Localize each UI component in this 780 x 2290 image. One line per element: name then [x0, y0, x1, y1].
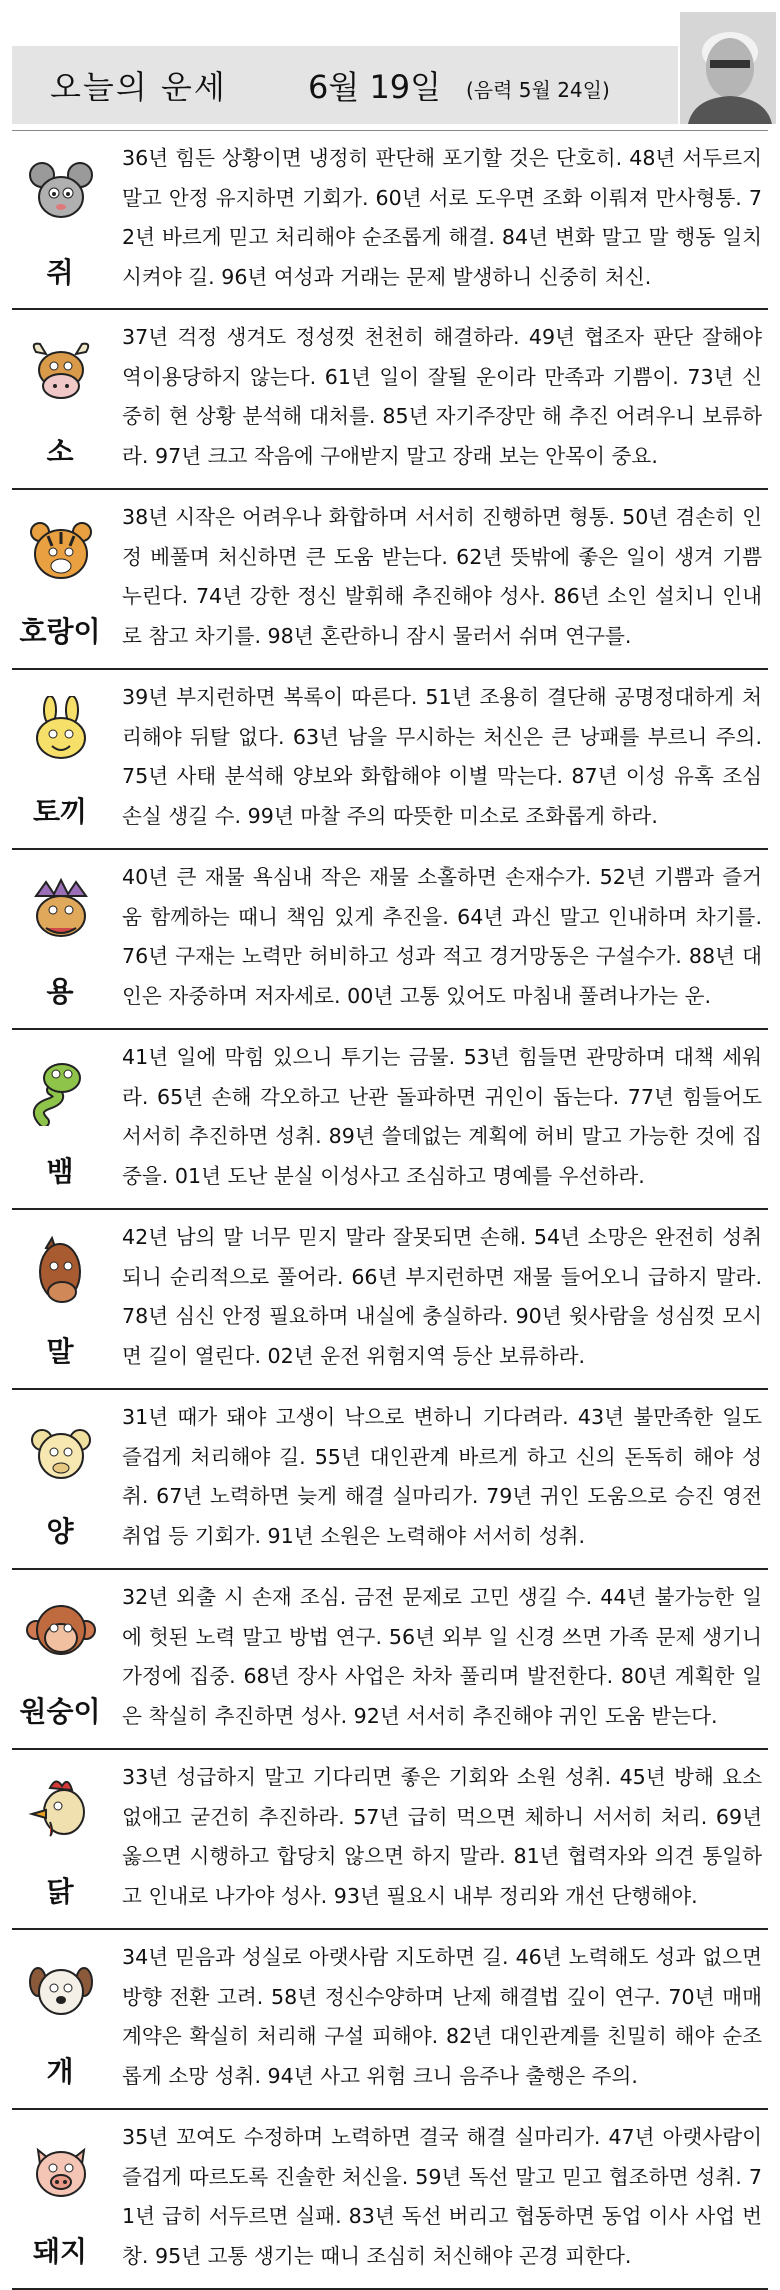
animal-name: 뱀 — [46, 1155, 74, 1188]
monkey-icon — [26, 1596, 96, 1666]
fortune-row-tiger — [12, 490, 768, 670]
fortune-row-sheep — [12, 1390, 768, 1570]
fortune-text: 32년 외출 시 손재 조심. 금전 문제로 고민 생길 수. 44년 불가능한 일에 헛된 노력 말고 방법 연구. 56년 외부 일 신경 쓰면 가족 문제 생기니 가정에 집중. 68년 장사 사업은 차차 풀리며 발전한다. 80년 계획한 일은 착실히 추진하면 성사. 92년 서서히 추진해야 귀인 도움 받는다. — [122, 1585, 762, 1728]
animal-cell — [12, 1750, 108, 1928]
author-photo — [680, 12, 776, 124]
animal-cell — [12, 670, 108, 848]
animal-cell — [12, 490, 108, 668]
animal-name: 소 — [46, 435, 74, 468]
fortune-text: 36년 힘든 상황이면 냉정히 판단해 포기할 것은 단호히. 48년 서두르지 말고 안정 유지하면 기회가. 60년 서로 도우면 조화 이뤄져 만사형통. 72년 바르게 믿고 처리해야 순조롭게 해결. 84년 변화 말고 말 행동 일치시켜야 길. 96년 여성과 거래는 문제 발생하니 신중히 처신. — [122, 146, 762, 289]
fortune-text: 42년 남의 말 너무 믿지 말라 잘못되면 손해. 54년 소망은 완전히 성취되니 순리적으로 풀어라. 66년 부지런하면 재물 들어오니 급하지 말라. 78년 심신 안정 필요하며 내실에 충실하라. 90년 윗사람을 성심껏 모시면 길이 열린다. 02년 운전 위험지역 등산 보류하라. — [122, 1225, 762, 1368]
animal-name: 쥐 — [46, 256, 74, 289]
animal-name: 닭 — [46, 1875, 74, 1908]
fortune-text: 34년 믿음과 성실로 아랫사람 지도하면 길. 46년 노력해도 성과 없으면 방향 전환 고려. 58년 정신수양하며 난제 해결법 깊이 연구. 70년 매매 계약은 확실히 처리해 구설 피해야. 82년 대인관계를 친밀히 해야 순조롭게 소망 성취. 94년 사고 위험 크니 음주나 출행은 주의. — [122, 1945, 762, 2088]
fortune-row-rabbit — [12, 670, 768, 850]
animal-cell — [12, 1930, 108, 2108]
horse-icon — [26, 1236, 96, 1306]
animal-name: 토끼 — [32, 795, 88, 828]
dragon-icon — [26, 876, 96, 946]
fortune-text: 41년 일에 막힘 있으니 투기는 금물. 53년 힘들면 관망하며 대책 세워라. 65년 손해 각오하고 난관 돌파하면 귀인이 돕는다. 77년 힘들어도 서서히 추진하면 성취. 89년 쓸데없는 계획에 허비 말고 가능한 것에 집중을. 01년 도난 분실 이성사고 조심하고 명예를 우선하라. — [122, 1045, 762, 1188]
animal-name: 말 — [46, 1335, 74, 1368]
animal-cell — [12, 131, 108, 308]
sheep-icon — [26, 1416, 96, 1486]
snake-icon — [26, 1056, 96, 1126]
lunar-date-label: (음력 5월 24일) — [466, 78, 610, 102]
fortune-text: 31년 때가 돼야 고생이 낙으로 변하니 기다려라. 43년 불만족한 일도 즐겁게 처리해야 길. 55년 대인관계 바르게 하고 신의 돈독히 해야 성취. 67년 노력하면 늦게 해결 실마리가. 79년 귀인 도움으로 승진 영전 취업 등 기회가. 91년 소원은 노력해야 서서히 성취. — [122, 1405, 762, 1548]
page-title: 오늘의 운세 — [50, 68, 227, 106]
animal-cell — [12, 2110, 108, 2288]
fortune-row-ox — [12, 310, 768, 490]
fortune-text: 37년 걱정 생겨도 정성껏 천천히 해결하라. 49년 협조자 판단 잘해야 역이용당하지 않는다. 61년 일이 잘될 운이라 만족과 기쁨이. 73년 신중히 현 상황 분석해 대처를. 85년 자기주장만 해 추진 어려우니 보류하라. 97년 크고 작음에 구애받지 말고 장래 보는 안목이 중요. — [122, 325, 762, 468]
animal-cell — [12, 1390, 108, 1568]
date-label: 6월 19일 — [308, 68, 442, 106]
animal-name: 호랑이 — [19, 615, 101, 648]
fortune-row-horse — [12, 1210, 768, 1390]
fortune-text: 38년 시작은 어려우나 화합하며 서서히 진행하면 형통. 50년 겸손히 인정 베풀며 처신하면 큰 도움 받는다. 62년 뜻밖에 좋은 일이 생겨 기쁨 누린다. 74년 강한 정신 발휘해 추진해야 성사. 86년 소인 설치니 인내로 참고 차기를. 98년 혼란하니 잠시 물러서 쉬며 연구를. — [122, 505, 762, 648]
fortune-row-dragon — [12, 850, 768, 1030]
fortune-text: 39년 부지런하면 복록이 따른다. 51년 조용히 결단해 공명정대하게 처리해야 뒤탈 없다. 63년 남을 무시하는 처신은 큰 낭패를 부르니 주의. 75년 사태 분석해 양보와 화합해야 이별 막는다. 87년 이성 유혹 조심 손실 생길 수. 99년 마찰 주의 따뜻한 미소로 조화롭게 하라. — [122, 685, 762, 828]
fortune-text: 35년 꼬여도 수정하며 노력하면 결국 해결 실마리가. 47년 아랫사람이 즐겁게 따르도록 진솔한 처신을. 59년 독선 말고 믿고 협조하면 성취. 71년 급히 서두르면 실패. 83년 독선 버리고 협동하면 동업 이사 사업 번창. 95년 고통 생기는 때니 조심히 처신해야 곤경 피한다. — [122, 2125, 762, 2268]
animal-name: 원숭이 — [19, 1695, 101, 1728]
fortune-row-dog — [12, 1930, 768, 2110]
fortune-row-pig — [12, 2110, 768, 2290]
fortune-row-snake — [12, 1030, 768, 1210]
ox-icon — [26, 336, 96, 406]
fortune-text: 40년 큰 재물 욕심내 작은 재물 소홀하면 손재수가. 52년 기쁨과 즐거움 함께하는 때니 책임 있게 추진을. 64년 과신 말고 인내하며 차기를. 76년 구재는 노력만 허비하고 성과 적고 경거망동은 구설수가. 88년 대인은 자중하며 저자세로. 00년 고통 있어도 마침내 풀려나가는 운. — [122, 865, 762, 1008]
fortune-list — [12, 130, 768, 2290]
fortune-row-monkey — [12, 1570, 768, 1750]
tiger-icon — [26, 516, 96, 586]
animal-cell — [12, 310, 108, 488]
animal-name: 돼지 — [32, 2235, 88, 2268]
animal-name: 양 — [46, 1515, 74, 1548]
rabbit-icon — [26, 696, 96, 766]
header-bar — [12, 46, 678, 124]
animal-name: 개 — [46, 2055, 74, 2088]
animal-cell — [12, 1030, 108, 1208]
fortune-row-rooster — [12, 1750, 768, 1930]
pig-icon — [26, 2136, 96, 2206]
animal-cell — [12, 1210, 108, 1388]
rat-icon — [26, 157, 96, 227]
dog-icon — [26, 1956, 96, 2026]
fortune-row-rat — [12, 130, 768, 310]
animal-cell — [12, 850, 108, 1028]
fortune-text: 33년 성급하지 말고 기다리면 좋은 기회와 소원 성취. 45년 방해 요소 없애고 굳건히 추진하라. 57년 급히 먹으면 체하니 서서히 처리. 69년 옳으면 시행하고 합당치 않으면 하지 말라. 81년 협력자와 의견 통일하고 인내로 나가야 성사. 93년 필요시 내부 정리와 개선 단행해야. — [122, 1765, 762, 1908]
rooster-icon — [26, 1776, 96, 1846]
animal-name: 용 — [46, 975, 74, 1008]
animal-cell — [12, 1570, 108, 1748]
